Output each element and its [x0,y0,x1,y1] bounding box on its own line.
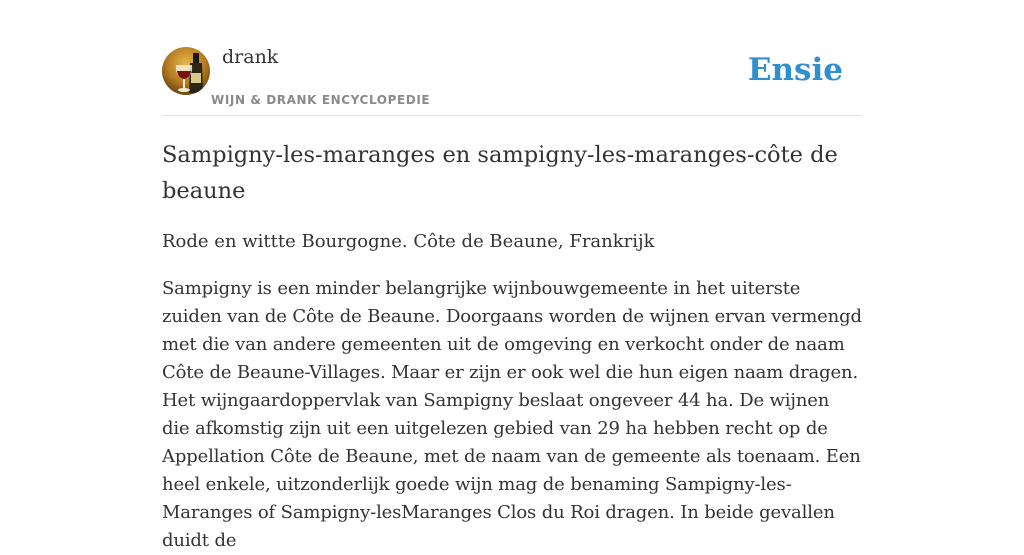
wine-glass-bottle-icon[interactable] [162,47,210,95]
site-header [162,46,862,116]
avatar-image [162,47,210,95]
article-title: Sampigny-les-maranges en sampigny-les-maranges-côte de beaune [162,142,838,204]
article-subtitle: Rode en wittte Bourgogne. Côte de Beaune, Frankrijk [162,231,655,252]
header-divider [162,115,862,116]
article-body: Sampigny is een minder belangrijke wijnbouwgemeente in het uiterste zuiden van de Côte de Beaune. Doorgaans worden de wijnen ervan vermengd met die van andere gemeenten uit de omgeving en verkocht onder de naam Côte de Beaune-Villages. Maar er zijn er ook wel die hun eigen naam dragen. Het wijngaardoppervlak van Sampigny beslaat ongeveer 44 ha. De wijnen die afkomstig zijn uit een uitgelezen gebied van 29 ha hebben recht op de Appellation Côte de Beaune, met de naam van de gemeente als toenaam. Een heel enkele, uitzonderlijk goede wijn mag de benaming Sampigny-les-Maranges of Sampigny-lesMaranges Clos du Roi dragen. In beide gevallen duidt de [162,278,862,551]
site-name[interactable]: drank [222,46,279,68]
site-subtitle: WIJN & DRANK ENCYCLOPEDIE [211,93,431,107]
brand-logo[interactable]: Ensie [747,52,843,88]
